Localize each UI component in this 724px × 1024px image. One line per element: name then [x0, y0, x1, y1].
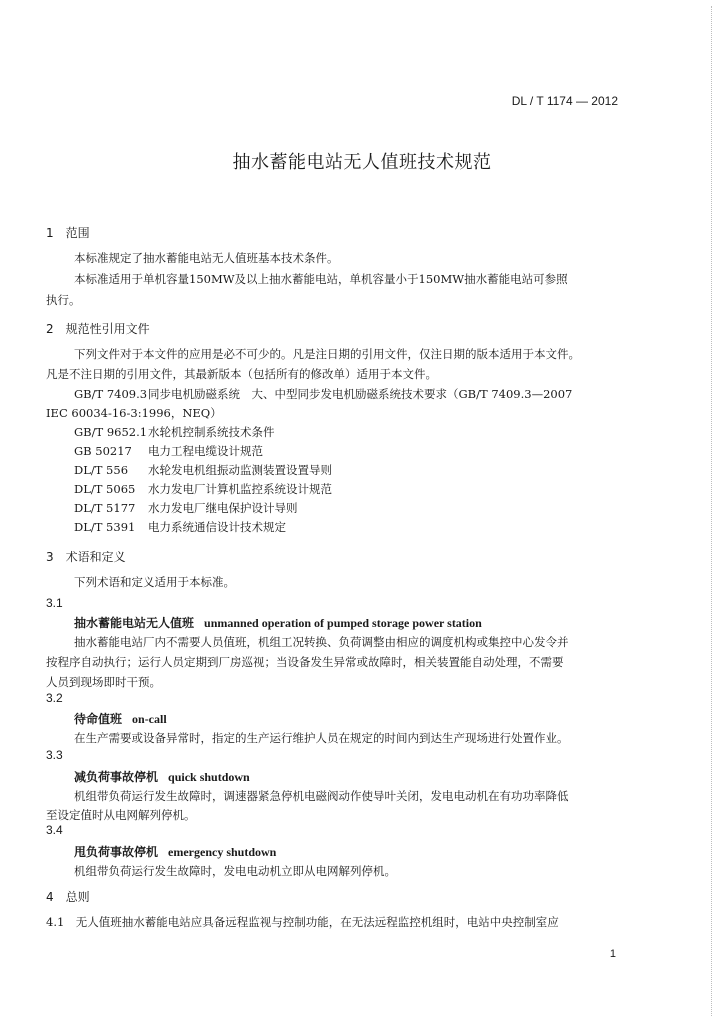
reference-code: GB/T 9652.1 — [74, 425, 148, 439]
document-code: DL / T 1174 — 2012 — [511, 94, 618, 108]
section-2-paragraph: 下列文件对于本文件的应用是必不可少的。凡是注日期的引用文件，仅注日期的版本适用于本文件。 — [74, 347, 580, 361]
reference-code: DL/T 556 — [74, 463, 129, 477]
section-3-intro: 下列术语和定义适用于本标准。 — [74, 575, 235, 589]
term-definition: 人员到现场即时干预。 — [46, 675, 161, 689]
reference-title: 水轮机控制系统技术条件 — [148, 425, 275, 439]
section-1-heading: 1 范围 — [46, 226, 90, 240]
term-en: emergency shutdown — [168, 845, 277, 859]
term-definition: 至设定值时从电网解列停机。 — [46, 808, 196, 822]
term-en: on-call — [132, 712, 167, 726]
section-1-paragraph: 执行。 — [46, 293, 81, 307]
term-cn: 甩负荷事故停机 — [74, 845, 159, 859]
reference-title: 水力发电厂计算机监控系统设计规范 — [148, 482, 332, 496]
reference-item — [74, 519, 286, 535]
section-1-paragraph: 本标准适用于单机容量150MW及以上抽水蓄能电站，单机容量小于150MW抽水蓄能电站可参照 — [74, 272, 568, 286]
term-number: 3.4 — [46, 823, 63, 837]
term-number: 3.3 — [46, 748, 63, 762]
section-2-paragraph: 凡是不注日期的引用文件，其最新版本（包括所有的修改单）适用于本文件。 — [46, 367, 437, 381]
reference-title: 水轮发电机组振动监测装置设置导则 — [148, 463, 332, 477]
reference-code: DL/T 5177 — [74, 501, 136, 515]
term-en: quick shutdown — [168, 770, 250, 784]
reference-code: DL/T 5065 — [74, 482, 136, 496]
section-1-paragraph: 本标准规定了抽水蓄能电站无人值班基本技术条件。 — [74, 251, 339, 265]
term-heading — [74, 843, 276, 860]
reference-item — [74, 481, 332, 497]
section-4-paragraph: 4.1 无人值班抽水蓄能电站应具备远程监视与控制功能，在无法远程监控机组时，电站中央控制室应 — [46, 915, 559, 929]
reference-code: GB 50217 — [74, 444, 132, 458]
reference-title: 同步电机励磁系统 大、中型同步发电机励磁系统技术要求（GB/T 7409.3—2007 — [148, 387, 573, 401]
reference-code: DL/T 5391 — [74, 520, 136, 534]
reference-title: 电力系统通信设计技术规定 — [148, 520, 286, 534]
reference-item — [74, 462, 332, 478]
reference-title: 电力工程电缆设计规范 — [148, 444, 263, 458]
term-number: 3.2 — [46, 691, 63, 705]
term-definition: 在生产需要或设备异常时，指定的生产运行维护人员在规定的时间内到达生产现场进行处置作业。 — [74, 731, 569, 745]
term-heading — [74, 768, 250, 785]
section-2-heading: 2 规范性引用文件 — [46, 322, 150, 336]
reference-item — [74, 443, 263, 459]
reference-continuation: IEC 60034-16-3:1996，NEQ） — [46, 406, 222, 420]
term-definition: 机组带负荷运行发生故障时，发电电动机立即从电网解列停机。 — [74, 864, 396, 878]
term-definition: 按程序自动执行；运行人员定期到厂房巡视；当设备发生异常或故障时，相关装置能自动处理，不需要 — [46, 655, 564, 669]
reference-item — [74, 500, 298, 516]
section-4-heading: 4 总则 — [46, 890, 90, 904]
term-heading — [74, 614, 482, 631]
section-3-heading: 3 术语和定义 — [46, 550, 126, 564]
term-cn: 减负荷事故停机 — [74, 770, 159, 784]
term-definition: 机组带负荷运行发生故障时，调速器紧急停机电磁阀动作使导叶关闭，发电电动机在有功功率降低 — [74, 789, 569, 803]
page-number: 1 — [609, 948, 616, 960]
term-definition: 抽水蓄能电站厂内不需要人员值班，机组工况转换、负荷调整由相应的调度机构或集控中心发令并 — [74, 635, 569, 649]
page-title: 抽水蓄能电站无人值班技术规范 — [232, 152, 492, 173]
term-cn: 待命值班 — [74, 712, 123, 726]
term-heading — [74, 710, 167, 727]
reference-item — [74, 424, 275, 440]
term-en: unmanned operation of pumped storage power station — [204, 616, 482, 630]
reference-code: GB/T 7409.3 — [74, 387, 148, 401]
reference-title: 水力发电厂继电保护设计导则 — [148, 501, 298, 515]
term-number: 3.1 — [46, 596, 63, 610]
term-cn: 抽水蓄能电站无人值班 — [74, 616, 195, 630]
reference-item — [74, 386, 572, 402]
